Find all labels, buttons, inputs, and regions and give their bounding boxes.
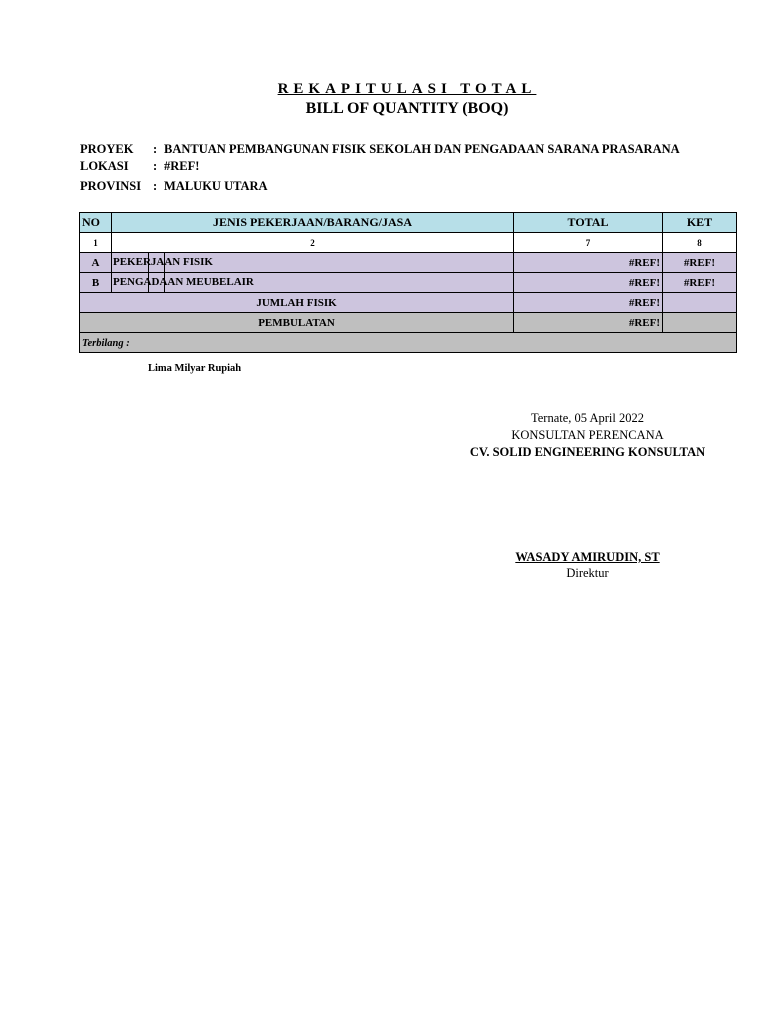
jumlah-total: #REF!: [514, 293, 663, 313]
boq-table: [79, 212, 737, 374]
table-header-row: [80, 213, 737, 233]
pembulatan-total: #REF!: [514, 313, 663, 333]
proyek-row: [80, 142, 680, 157]
row-no: A: [80, 253, 112, 273]
lokasi-row: [80, 159, 199, 174]
proyek-label: PROYEK: [80, 142, 134, 156]
row-item: PENGADAAN MEUBELAIR: [113, 276, 254, 288]
signature-name: WASADY AMIRUDIN, ST: [515, 550, 660, 564]
pembulatan-label: PEMBULATAN: [80, 313, 514, 333]
signature-position: Direktur: [566, 566, 609, 580]
colnum-jenis: 2: [112, 233, 514, 253]
row-item: PEKERJAAN FISIK: [113, 256, 213, 268]
table-row: [80, 273, 737, 293]
table-row: [80, 253, 737, 273]
header-total: TOTAL: [514, 213, 663, 233]
header-ket: KET: [663, 213, 737, 233]
proyek-value: BANTUAN PEMBANGUNAN FISIK SEKOLAH DAN PENGADAAN SARANA PRASARANA: [164, 142, 680, 156]
terbilang-label: Terbilang :: [82, 338, 130, 349]
column-number-row: [80, 233, 737, 253]
lokasi-label: LOKASI: [80, 159, 129, 173]
provinsi-label: PROVINSI: [80, 179, 142, 193]
document-subtitle: BILL OF QUANTITY (BOQ): [305, 100, 509, 117]
lokasi-separator: :: [153, 159, 158, 173]
jumlah-row: [80, 293, 737, 313]
row-no: B: [80, 273, 112, 293]
provinsi-row: [80, 179, 268, 194]
proyek-separator: :: [153, 142, 158, 156]
colnum-total: 7: [514, 233, 663, 253]
row-item-cell: [112, 273, 514, 293]
lokasi-value: #REF!: [164, 159, 200, 173]
row-ket: #REF!: [663, 273, 737, 293]
row-total: #REF!: [514, 273, 663, 293]
colnum-ket: 8: [663, 233, 737, 253]
header-no: NO: [80, 213, 112, 233]
jumlah-label: JUMLAH FISIK: [80, 293, 514, 313]
signature-role: KONSULTAN PERENCANA: [511, 428, 664, 442]
jumlah-ket: [663, 293, 737, 313]
pembulatan-row: [80, 313, 737, 333]
provinsi-separator: :: [153, 179, 158, 193]
signature-company: CV. SOLID ENGINEERING KONSULTAN: [469, 445, 706, 459]
row-item-cell: [112, 253, 514, 273]
pembulatan-ket: [663, 313, 737, 333]
document-title: REKAPITULASI TOTAL: [277, 81, 537, 97]
row-ket: #REF!: [663, 253, 737, 273]
terbilang-cell: [80, 333, 737, 374]
row-total: #REF!: [514, 253, 663, 273]
colnum-no: 1: [80, 233, 112, 253]
header-jenis: JENIS PEKERJAAN/BARANG/JASA: [112, 213, 514, 233]
signature-place-date: Ternate, 05 April 2022: [531, 411, 644, 425]
terbilang-value: Lima Milyar Rupiah: [148, 363, 242, 374]
provinsi-value: MALUKU UTARA: [164, 179, 268, 193]
terbilang-row: [80, 333, 737, 353]
